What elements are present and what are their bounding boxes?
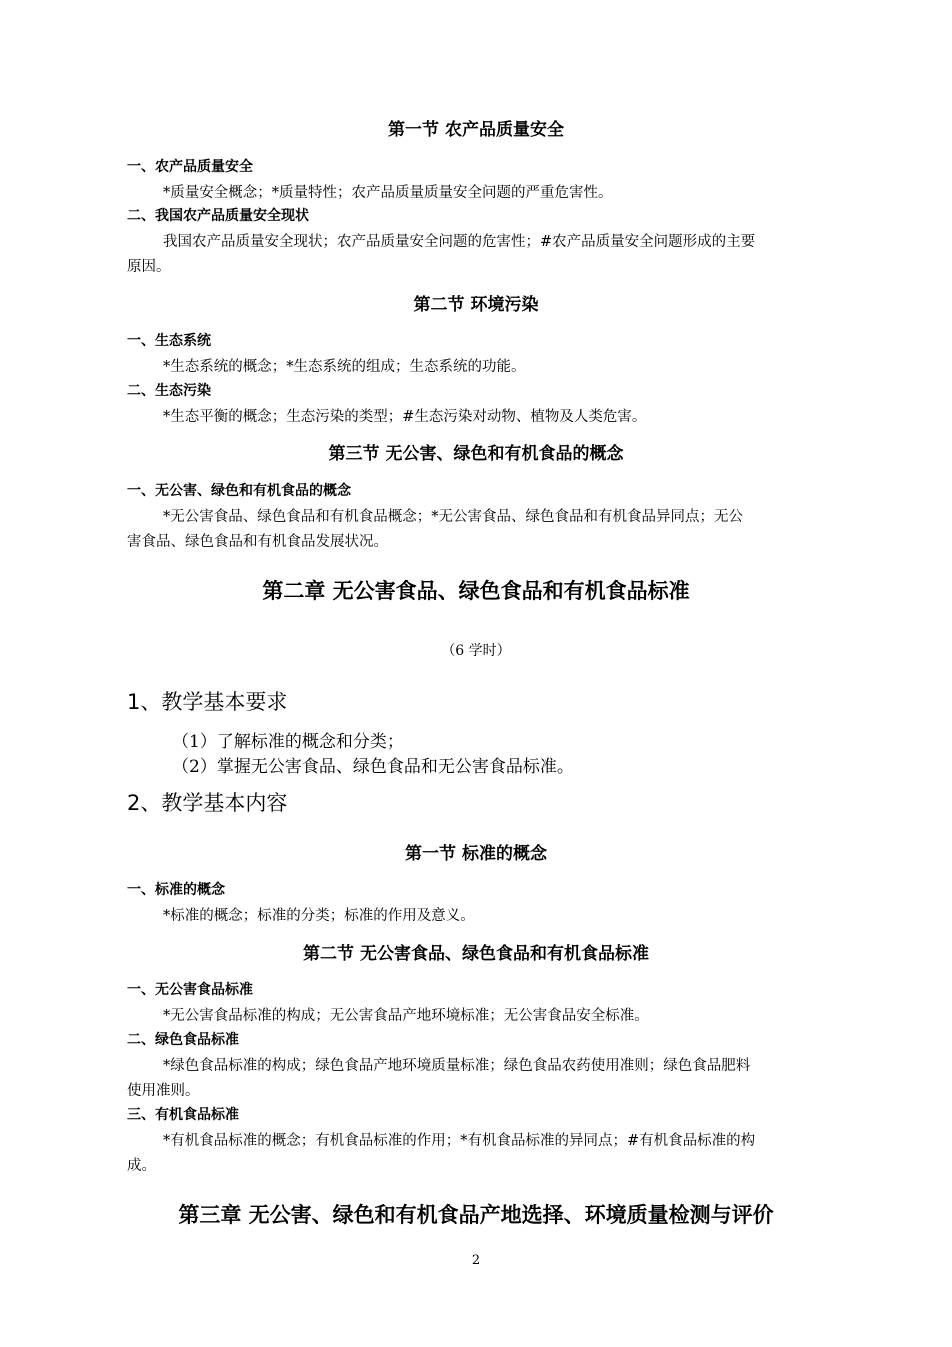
paragraph: *无公害食品标准的构成；无公害食品产地环境标准；无公害食品安全标准。 xyxy=(163,1008,649,1024)
subsection-heading: 二、生态污染 xyxy=(127,383,211,399)
paragraph-continuation: 害食品、绿色食品和有机食品发展状况。 xyxy=(127,534,388,550)
chapter-title-3: 第三章 无公害、绿色和有机食品产地选择、环境质量检测与评价 xyxy=(178,1203,774,1227)
section-title-1-2: 第二节 环境污染 xyxy=(413,295,539,315)
section-title-2-2: 第二节 无公害食品、绿色食品和有机食品标准 xyxy=(303,944,649,964)
paragraph: *生态平衡的概念；生态污染的类型；#生态污染对动物、植物及人类危害。 xyxy=(163,409,647,425)
paragraph: *有机食品标准的概念；有机食品标准的作用；*有机食品标准的异同点；#有机食品标准的构 xyxy=(163,1133,756,1149)
paragraph: 我国农产品质量安全现状；农产品质量安全问题的危害性；#农产品质量安全问题形成的主要 xyxy=(163,234,756,250)
subsection-heading: 一、无公害食品标准 xyxy=(127,982,253,998)
subsection-heading: 一、无公害、绿色和有机食品的概念 xyxy=(127,483,351,499)
subsection-heading: 三、有机食品标准 xyxy=(127,1107,239,1123)
section-title-1-3: 第三节 无公害、绿色和有机食品的概念 xyxy=(328,444,624,464)
subsection-heading: 二、我国农产品质量安全现状 xyxy=(127,208,309,224)
paragraph: *绿色食品标准的构成；绿色食品产地环境质量标准；绿色食品农药使用准则；绿色食品肥料 xyxy=(163,1058,751,1074)
chapter-title-2: 第二章 无公害食品、绿色食品和有机食品标准 xyxy=(262,579,690,603)
teaching-requirements-heading: 1、教学基本要求 xyxy=(127,690,288,714)
chapter-hours: （6 学时） xyxy=(441,643,511,659)
paragraph: *生态系统的概念；*生态系统的组成；生态系统的功能。 xyxy=(163,359,526,375)
requirement-item: （1）了解标准的概念和分类； xyxy=(172,732,404,752)
subsection-heading: 一、生态系统 xyxy=(127,333,211,349)
paragraph-continuation: 使用准则。 xyxy=(127,1083,200,1099)
requirement-item: （2）掌握无公害食品、绿色食品和无公害食品标准。 xyxy=(172,757,574,777)
subsection-heading: 二、绿色食品标准 xyxy=(127,1032,239,1048)
teaching-content-heading: 2、教学基本内容 xyxy=(127,791,288,815)
paragraph-continuation: 成。 xyxy=(127,1158,156,1174)
section-title-2-1: 第一节 标准的概念 xyxy=(405,844,547,864)
paragraph: *质量安全概念；*质量特性；农产品质量质量安全问题的严重危害性。 xyxy=(163,185,613,201)
section-title-1-1: 第一节 农产品质量安全 xyxy=(388,120,564,140)
paragraph: *标准的概念；标准的分类；标准的作用及意义。 xyxy=(163,908,475,924)
paragraph-continuation: 原因。 xyxy=(127,259,171,275)
page-number: 2 xyxy=(471,1253,481,1268)
subsection-heading: 一、标准的概念 xyxy=(127,882,225,898)
paragraph: *无公害食品、绿色食品和有机食品概念；*无公害食品、绿色食品和有机食品异同点；无公 xyxy=(163,509,743,525)
subsection-heading: 一、农产品质量安全 xyxy=(127,159,253,175)
